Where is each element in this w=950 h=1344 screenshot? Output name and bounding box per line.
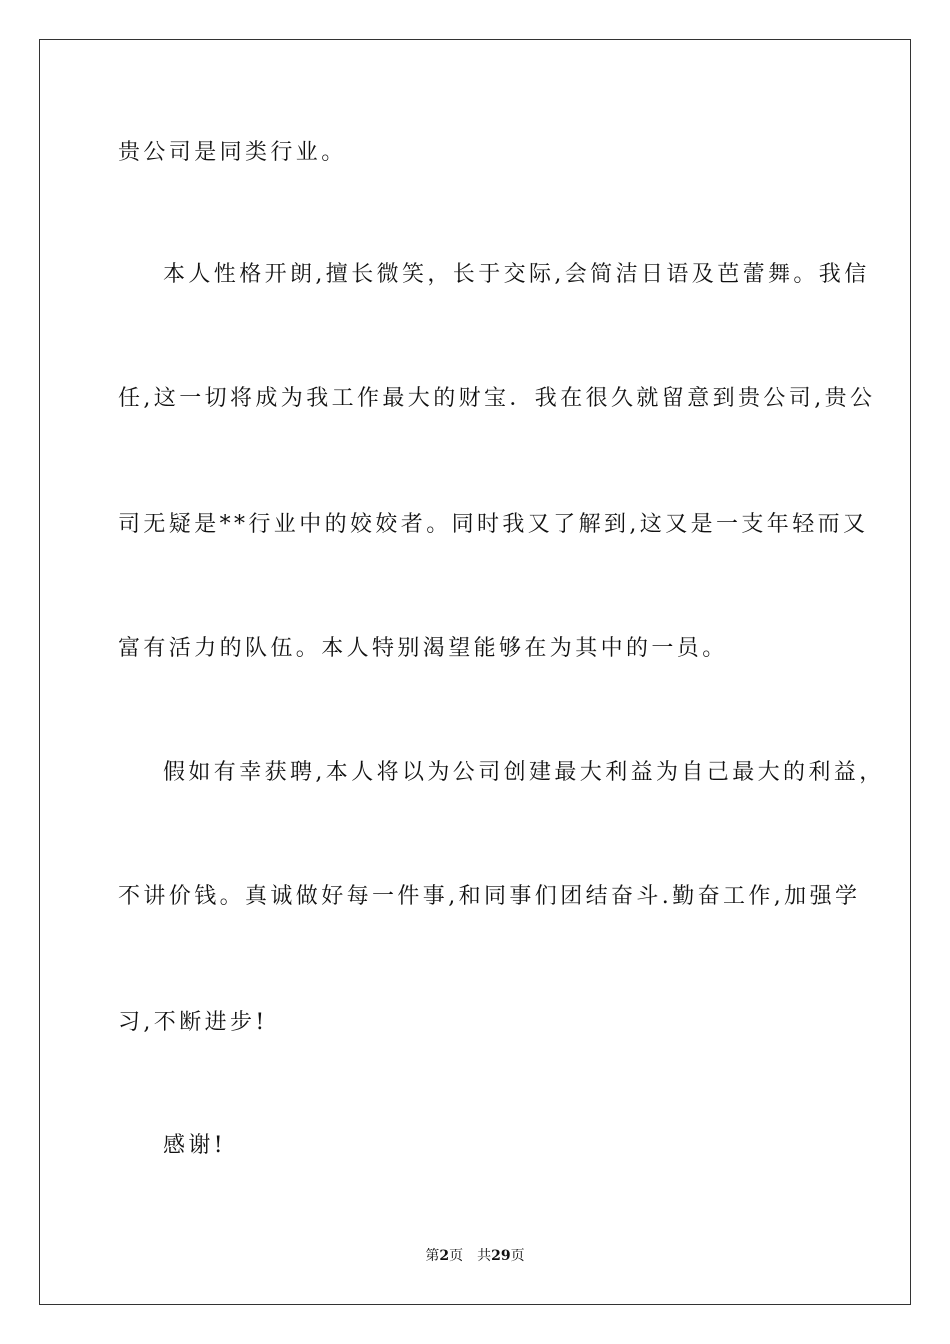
page-border xyxy=(39,39,911,1305)
footer-total-suffix: 页 xyxy=(510,1248,525,1264)
text-line-5: 富有活力的队伍。本人特别渴望能够在为其中的一员。 xyxy=(118,636,728,661)
text-line-8: 习,不断进步! xyxy=(118,1010,268,1035)
page-footer xyxy=(0,1247,950,1265)
text-line-7: 不讲价钱。真诚做好每一件事,和同事们团结奋斗.勤奋工作,加强学 xyxy=(118,884,861,909)
text-line-6: 假如有幸获聘,本人将以为公司创建最大利益为自己最大的利益， xyxy=(163,760,885,785)
text-line-3: 任,这一切将成为我工作最大的财宝．我在很久就留意到贵公司,贵公 xyxy=(118,386,876,411)
footer-page-suffix: 页 xyxy=(449,1248,464,1264)
text-line-2: 本人性格开朗,擅长微笑，长于交际,会简洁日语及芭蕾舞。我信 xyxy=(163,262,870,287)
text-line-4: 司无疑是**行业中的姣姣者。同时我又了解到,这又是一支年轻而又 xyxy=(118,512,869,537)
text-line-1: 贵公司是同类行业。 xyxy=(118,140,347,165)
footer-total-prefix: 共 xyxy=(477,1248,492,1264)
footer-total-pages: 29 xyxy=(491,1248,511,1264)
text-line-9: 感谢! xyxy=(163,1133,227,1158)
footer-page-number: 2 xyxy=(439,1248,450,1264)
footer-page-prefix: 第 xyxy=(425,1248,440,1264)
